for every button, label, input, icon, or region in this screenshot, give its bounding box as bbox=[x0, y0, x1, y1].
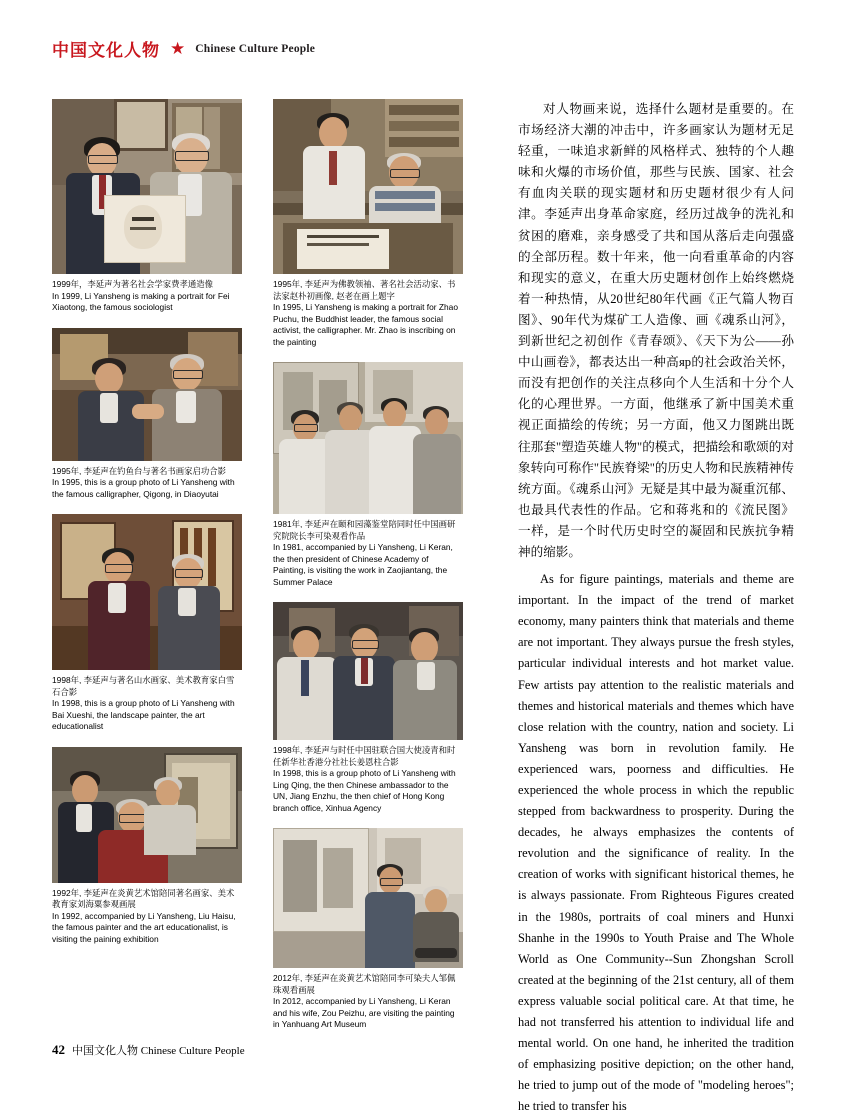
caption-en: In 1998, this is a group photo of Li Yansheng with Bai Xueshi, the landscape painter, the art educationalist bbox=[52, 698, 235, 731]
photo-1998-bai-xueshi bbox=[52, 514, 242, 670]
caption-en: In 1981, accompanied by Li Yansheng, Li Keran, the then president of Chinese Academy of Painting, is visiting the work in Zaojiantang, the Summer Palace bbox=[273, 542, 453, 587]
photo-block-1995-zhao-puchu bbox=[273, 99, 463, 348]
photo-block-1981-li-keran bbox=[273, 362, 463, 588]
photo-1981-li-keran bbox=[273, 362, 463, 514]
caption-cn: 1992年, 李延声在炎黄艺术馆陪同著名画家、美术教育家刘海粟参观画展 bbox=[52, 887, 235, 909]
photo-1995-zhao-puchu bbox=[273, 99, 463, 274]
star-icon: ★ bbox=[170, 39, 186, 58]
photo-1995-qigong-diaoyutai bbox=[52, 328, 242, 461]
photo-block-1998-bai-xueshi bbox=[52, 514, 242, 733]
photo-2012-li-keran-zou-peizhu bbox=[273, 828, 463, 968]
caption-cn: 1999年，李延声为著名社会学家费孝通造像 bbox=[52, 279, 214, 289]
page-number: 42 bbox=[52, 1042, 65, 1057]
caption-en: In 1999, Li Yansheng is making a portrait for Fei Xiaotong, the famous sociologist bbox=[52, 290, 230, 312]
caption-en: In 1992, accompanied by Li Yansheng, Liu Haisu, the famous painter and the art educationalist, is visiting the paining exhibition bbox=[52, 910, 236, 944]
caption-en: In 2012, accompanied by Li Yansheng, Li Keran and his wife, Zou Peizhu, are visiting the painting in Yanhuang Art Museum bbox=[273, 996, 455, 1029]
logo-chinese-text: 中国文化人物 bbox=[52, 41, 160, 60]
article-paragraph-chinese: 对人物画来说，选择什么题材是重要的。在市场经济大潮的冲击中，许多画家认为题材无足轻重，一味追求新鲜的风格样式、独特的个人趣味和火爆的市场价值，那些与民族、国家、社会有血肉关联的现实题材和历史题材很少有人问津。李延声出身革命家庭，经历过战争的洗礼和贫困的磨难，亲身感受了共和国从落后走向强盛的全部历程。数十年来，他一向看重革命的内容和现实的意义，在重大历史题材创作上始终燃烧着一种热情，从20世纪80年代画《正气篇人物百图》、90年代为煤矿工人造像、画《魂系山河》，到新世纪之初创作《青春颂》、《天下为公——孙中山画卷》，都表达出一种高яр的社会政治关怀，而没有把创作的关注点移向个人生活和十分个人化的心理世界。一方面，他继承了新中国美术重视正面描绘的传统；另一方面，他又力图跳出既往那套"塑造英雄人物"的模式，把描绘和歌颂的对象转向可称作"民族脊梁"的历史人物和民族精神传统方面。《魂系山河》无疑是其中最为凝重沉郁、也最具代表性的作品。它和蒋兆和的《流民图》一样，是一个时代历史时空的凝固和民族抗争精神的缩影。 bbox=[518, 102, 794, 559]
photo-block-2012-zou-peizhu bbox=[273, 828, 463, 1031]
article-paragraph-english: As for figure paintings, materials and theme are important. In the impact of the trend of market economy, many painters think that materials and theme are not important. They always pursue the fresh styles, particular individual interests and hot market value. Few artists pay attention to the realistic materials and themes and historical materials and themes which have close relation with the country, nation and society. Li Yansheng was born in revolution family. He experienced wars, poorness and difficulties. He experienced the whole process in which the republic stepped from backwardness to prosperity. During the decades, he always emphasizes the contents of revolution and the significance of reality. In the creation of works with significant historical themes, he is always passionate. From Righteous Figures created in the 1980s, portraits of coal miners and Hunxi Shanhe in the 1990s to Youth Praise and The Whole World as One Community--Sun Zhongshan Scroll created at the beginning of the 21st century, all of them express valuable social political care. At that time, he had not transferred his attention to individual life and mental world. On one hand, he inherited the tradition of emphasizing positive depiction; on the other hand, he tried to jump out of the mode of "modeling heroes"; he tried to transfer his bbox=[518, 572, 794, 1114]
caption-cn: 2012年, 李延声在炎黄艺术馆陪同李可染夫人邹佩珠观看画展 bbox=[273, 973, 456, 995]
photo-block-1995-qigong bbox=[52, 328, 242, 501]
photo-1999-fei-xiaotong bbox=[52, 99, 242, 274]
photo-block-1992-liu-haisu bbox=[52, 747, 242, 946]
logo-english-text: Chinese Culture People bbox=[195, 42, 316, 55]
caption-en: In 1995, this is a group photo of Li Yansheng with the famous calligrapher, Qigong, in Diaoyutai bbox=[52, 477, 235, 499]
photo-column-left bbox=[52, 99, 242, 958]
photo-1998-ling-qing-jiang-enzhu bbox=[273, 602, 463, 740]
page-footer bbox=[52, 1042, 245, 1058]
caption-cn: 1998年, 李延声与著名山水画家、美术教育家白雪石合影 bbox=[52, 675, 235, 697]
caption-cn: 1995年, 李延声在钓鱼台与著名书画家启功合影 bbox=[52, 465, 227, 476]
article-text-column bbox=[518, 99, 794, 1118]
photo-block-1999-fei-xiaotong bbox=[52, 99, 242, 314]
caption-cn: 1995年, 李延声为佛教领袖、著名社会活动家、书法家赵朴初画像, 赵老在画上题字 bbox=[273, 279, 456, 301]
caption-cn: 1981年, 李延声在颐和园藻鉴堂陪同时任中国画研究院院长李可染观看作品 bbox=[273, 519, 456, 541]
photo-1992-liu-haisu bbox=[52, 747, 242, 883]
page-header bbox=[52, 36, 315, 61]
caption-en: In 1998, this is a group photo of Li Yansheng with Ling Qing, the then Chinese ambassador to the UN, Jiang Enzhu, the then chief of Hong Kong branch office, Xinhua Agency bbox=[273, 768, 456, 813]
caption-en: In 1995, Li Yansheng is making a portrait for Zhao Puchu, the Buddhist leader, the famous social activist, the calligrapher. Mr. Zhao is inscribing on the painting bbox=[273, 302, 458, 347]
caption-cn: 1998年, 李延声与时任中国驻联合国大使凌青和时任新华社香港分社社长姜恩柱合影 bbox=[273, 745, 456, 767]
footer-title: 中国文化人物 Chinese Culture People bbox=[72, 1045, 245, 1057]
photo-column-right bbox=[273, 99, 463, 1044]
photo-block-1998-ling-qing bbox=[273, 602, 463, 814]
